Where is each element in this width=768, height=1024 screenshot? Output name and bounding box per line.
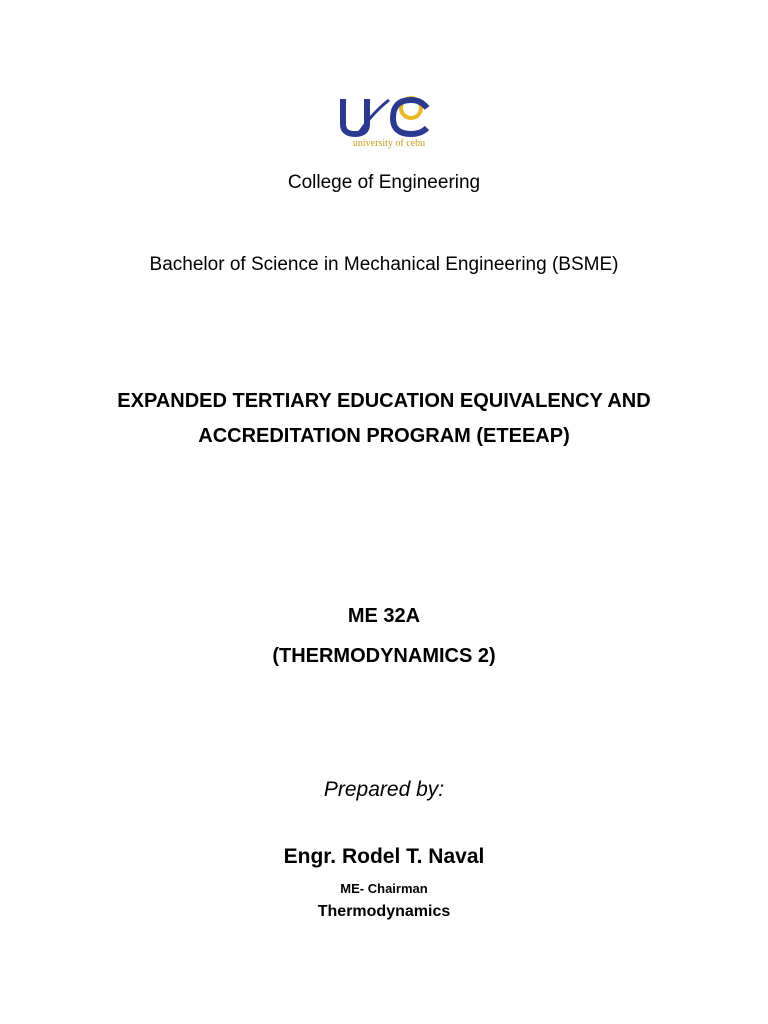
author-role: ME- Chairman bbox=[340, 881, 428, 896]
author-name: Engr. Rodel T. Naval bbox=[283, 845, 485, 868]
prepared-by-label: Prepared by: bbox=[323, 778, 445, 801]
university-of-cebu-logo-icon bbox=[337, 94, 441, 150]
university-logo bbox=[337, 94, 441, 150]
logo-caption: university of cebu bbox=[352, 138, 426, 149]
course-title: (THERMODYNAMICS 2) bbox=[272, 645, 496, 667]
course-code: ME 32A bbox=[347, 605, 421, 627]
program-title-line-2: ACCREDITATION PROGRAM (ETEEAP) bbox=[198, 425, 570, 447]
college-name: College of Engineering bbox=[287, 172, 481, 193]
degree-program: Bachelor of Science in Mechanical Engineering (BSME) bbox=[149, 254, 619, 275]
program-title-line-1: EXPANDED TERTIARY EDUCATION EQUIVALENCY AND bbox=[117, 390, 651, 412]
author-subject: Thermodynamics bbox=[317, 903, 451, 920]
